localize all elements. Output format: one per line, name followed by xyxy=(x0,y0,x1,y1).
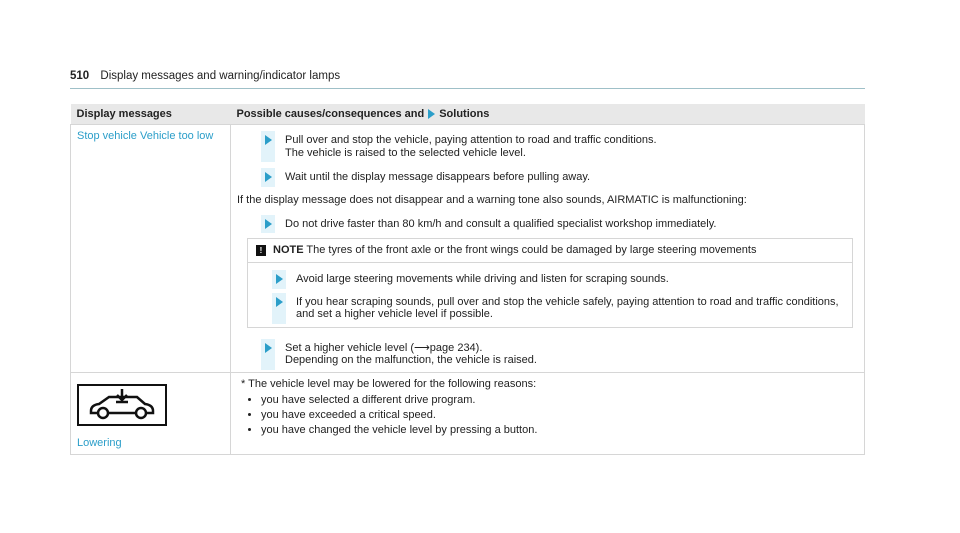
step-result: The vehicle is raised to the selected vehicle level. xyxy=(285,146,526,159)
list-item: • you have changed the vehicle level by pressing a button. xyxy=(261,423,858,438)
header-divider xyxy=(70,88,865,89)
arrow-right-icon xyxy=(265,172,272,182)
note-header xyxy=(248,239,852,263)
solution-step xyxy=(241,134,858,159)
step-text: Pull over and stop the vehicle, paying attention to road and traffic conditions. xyxy=(285,134,657,146)
section-title: Display messages and warning/indicator lamps xyxy=(100,70,341,82)
display-messages-table xyxy=(70,104,865,455)
warning-icon: ! xyxy=(256,245,266,256)
note-step xyxy=(252,273,852,286)
solution-step xyxy=(241,342,858,367)
list-item: • you have selected a different drive program. xyxy=(261,393,858,408)
column-header-solutions xyxy=(231,104,865,125)
column-header-solutions-suffix: Solutions xyxy=(439,108,490,120)
note-step xyxy=(252,296,852,321)
list-item: • you have exceeded a critical speed. xyxy=(261,408,858,423)
solutions-cell xyxy=(231,125,865,373)
display-message-stop-vehicle: Stop vehicle Vehicle too low xyxy=(71,125,231,373)
step-text xyxy=(285,342,858,355)
solution-step xyxy=(241,218,858,231)
column-header-messages: Display messages xyxy=(71,104,231,125)
page-number: 510 xyxy=(70,70,90,82)
note-label: NOTE xyxy=(273,244,304,256)
step-text: Avoid large steering movements while driving and listen for scraping sounds. xyxy=(296,273,669,285)
long-arrow-right-icon: ⟶ xyxy=(414,341,430,354)
display-message-lowering xyxy=(71,372,231,454)
arrow-right-icon xyxy=(276,297,283,307)
table-row xyxy=(71,372,865,454)
arrow-right-icon xyxy=(265,343,272,353)
lowering-lead: * The vehicle level may be lowered for the following reasons: xyxy=(241,377,537,390)
page-reference[interactable]: page 234). xyxy=(429,341,483,354)
step-text-pre: Set a higher vehicle level ( xyxy=(285,341,415,354)
table-row xyxy=(71,125,865,373)
reason-list xyxy=(237,393,858,438)
lowering-label: Lowering xyxy=(77,436,122,449)
step-result: Depending on the malfunction, the vehicle is raised. xyxy=(285,354,537,366)
table-header-row xyxy=(71,104,865,125)
arrow-right-icon xyxy=(265,219,272,229)
solution-step xyxy=(241,171,858,184)
lowering-info-cell xyxy=(231,372,865,454)
arrow-right-icon xyxy=(265,135,272,145)
step-text: Wait until the display message disappears before pulling away. xyxy=(285,171,591,183)
note-box xyxy=(247,238,853,328)
arrow-right-icon xyxy=(276,274,283,284)
arrow-right-icon xyxy=(428,109,435,119)
note-body xyxy=(248,263,852,327)
step-text: Do not drive faster than 80 km/h and consult a qualified specialist workshop immediately. xyxy=(285,217,717,230)
step-text: If you hear scraping sounds, pull over and stop the vehicle safely, paying attention to road and traffic conditions, and set a higher vehicle level if possible. xyxy=(296,295,839,320)
note-text: The tyres of the front axle or the front wings could be damaged by large steering movements xyxy=(306,244,757,256)
column-header-solutions-text: Possible causes/consequences and xyxy=(236,108,425,120)
malfunction-paragraph: If the display message does not disappear and a warning tone also sounds, AIRMATIC is malfunctioning: xyxy=(237,193,747,206)
page-header xyxy=(70,70,340,82)
car-lowering-icon xyxy=(77,384,167,426)
